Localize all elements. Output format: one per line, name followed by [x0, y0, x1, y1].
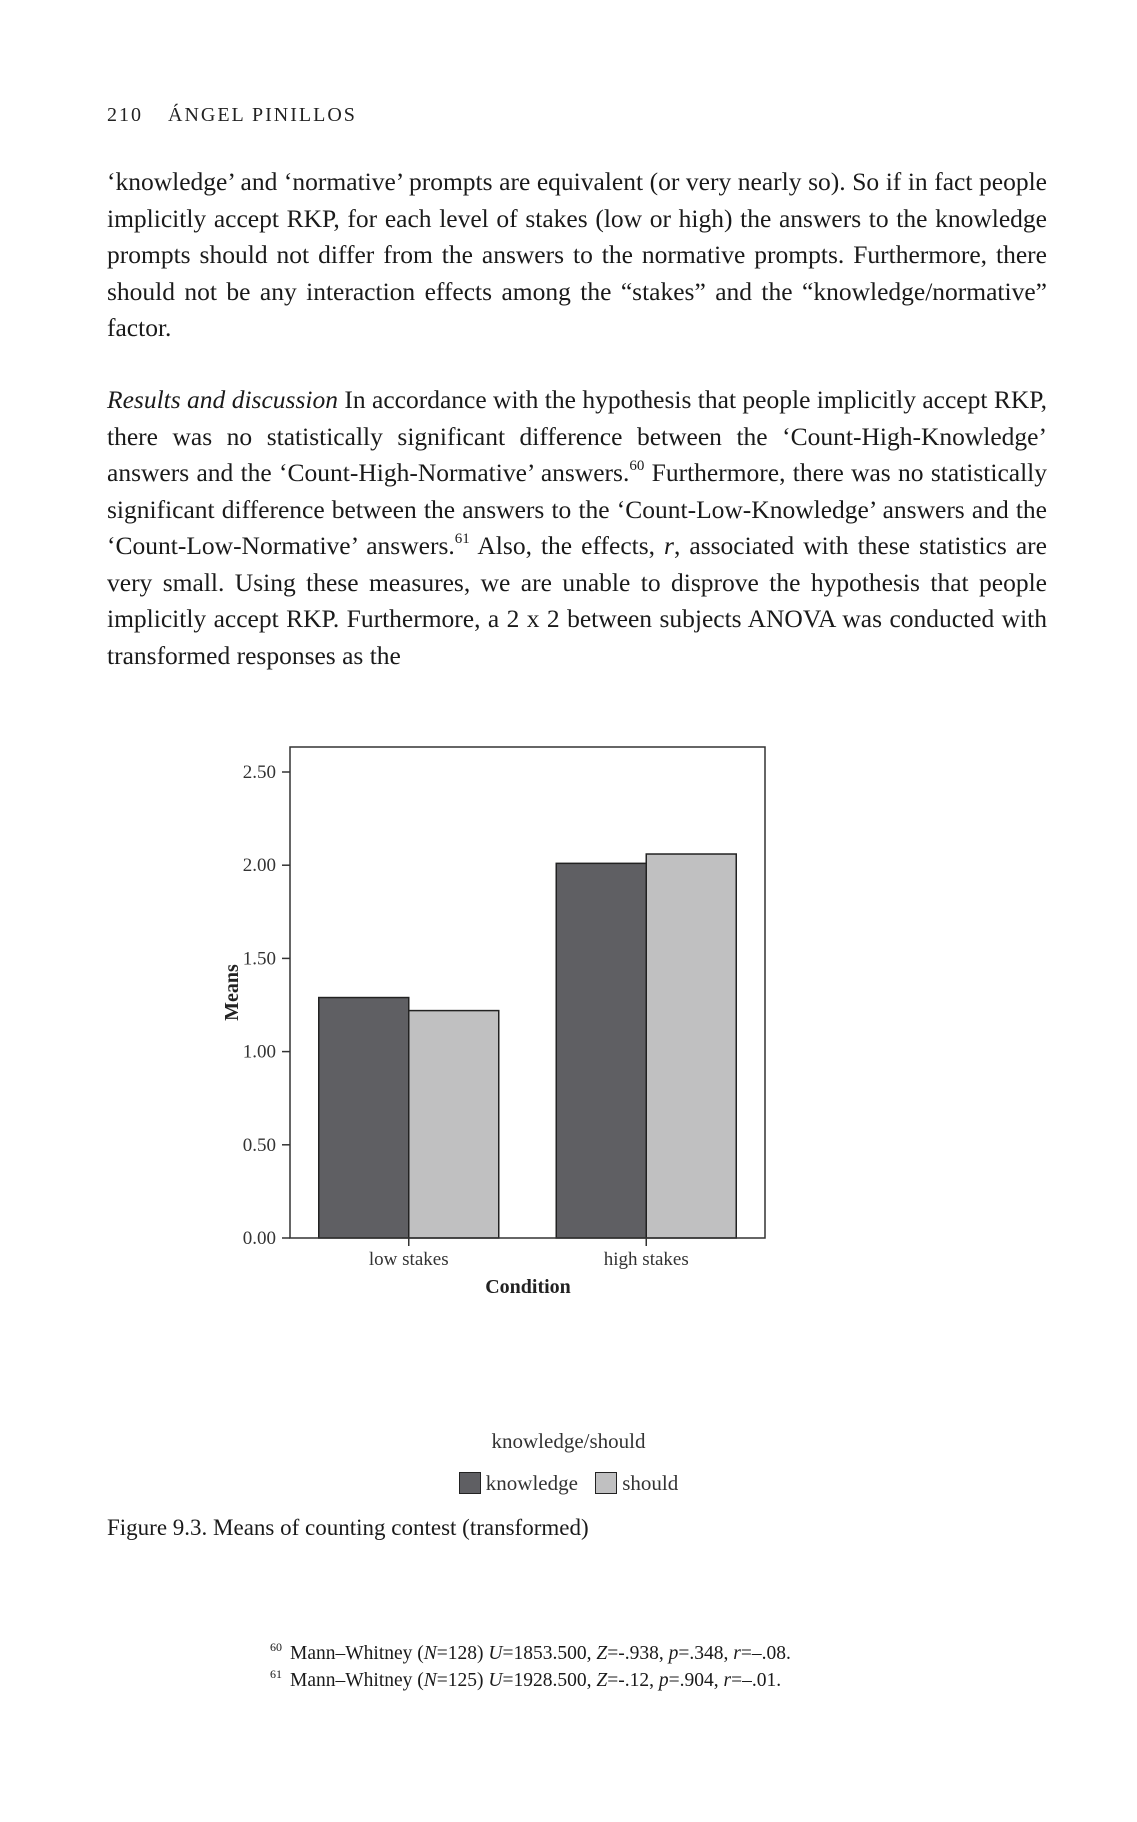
footnotes: [270, 1640, 791, 1694]
italic-r: r: [664, 531, 674, 560]
bars: [319, 854, 737, 1238]
paragraph-text: , associated with these statistics are very small. Using these measures, we are unable to disprove the hypothesis that people implicitly accept RKP. Furthermore, a 2 x 2 between subjects ANOVA was conducted with transformed responses as the: [107, 531, 1047, 670]
footnote-number: 61: [270, 1667, 282, 1681]
legend-label: should: [622, 1470, 679, 1495]
footnote-text: =–.08.: [740, 1643, 791, 1664]
stat-symbol: r: [733, 1643, 741, 1664]
bar-should-high-stakes: [646, 854, 736, 1238]
footnote-text: =-.938,: [607, 1643, 669, 1664]
footnote-text: =–.01.: [731, 1670, 782, 1691]
stat-symbol: N: [423, 1670, 437, 1691]
y-tick-label: 1.00: [242, 1041, 276, 1063]
legend-item-should: [595, 1471, 678, 1496]
footnote-text: Mann–Whitney (: [290, 1643, 424, 1664]
footnote-number: 60: [270, 1640, 282, 1654]
bar-should-low-stakes: [409, 1011, 499, 1238]
page-number: 210: [107, 104, 143, 126]
footnote-text: =.904,: [668, 1670, 724, 1691]
footnote-text: =125): [436, 1670, 489, 1691]
y-tick-label: 1.50: [242, 948, 276, 970]
footnote-text: =.348,: [678, 1643, 734, 1664]
bar-knowledge-high-stakes: [556, 863, 646, 1238]
y-tick-label: 2.50: [242, 762, 276, 783]
paragraph-text: In accordance with the hypothesis that people implicitly accept RKP, there was no statistically significant difference between the ‘Count-High-Knowledge’ answers and the ‘Count-High-Normative’ answers.: [107, 385, 1047, 487]
footnote-text: =-.12,: [607, 1670, 659, 1691]
legend-swatch-should: [595, 1472, 617, 1494]
footnote-text: Mann–Whitney (: [290, 1670, 424, 1691]
run-in-heading: Results and discussion: [107, 385, 338, 414]
stat-symbol: U: [488, 1670, 503, 1691]
y-tick-label: 0.00: [242, 1228, 276, 1249]
footnote-text: =128): [436, 1643, 489, 1664]
footnote-60: [270, 1640, 791, 1667]
legend-label: knowledge: [485, 1470, 578, 1495]
footnote-text: =1928.500,: [502, 1670, 597, 1691]
author-name: ÁNGEL PINILLOS: [168, 104, 357, 126]
stat-symbol: p: [668, 1643, 679, 1664]
stat-symbol: p: [658, 1670, 669, 1691]
x-axis: [369, 1238, 689, 1270]
stat-symbol: Z: [596, 1643, 608, 1664]
y-tick-label: 0.50: [242, 1134, 276, 1156]
y-tick-label: 2.00: [242, 855, 276, 877]
legend-item-knowledge: [459, 1471, 578, 1496]
bar-knowledge-low-stakes: [319, 998, 409, 1238]
y-axis-label: Means: [221, 964, 243, 1021]
stat-symbol: U: [488, 1643, 503, 1664]
x-tick-label: low stakes: [368, 1249, 449, 1270]
y-axis: [243, 762, 290, 1249]
footnote-ref-61[interactable]: 61: [454, 531, 470, 547]
legend: [0, 1469, 1137, 1496]
body-paragraph-1: ‘knowledge’ and ‘normative’ prompts are equivalent (or very nearly so). So if in fact people implicitly accept RKP, for each level of stakes (low or high) the answers to the knowledge prompts should not differ from the answers to the normative prompts. Furthermore, there should not be any interaction effects among the “stakes” and the “knowledge/normative” factor.: [107, 167, 1047, 342]
figure-caption: Figure 9.3. Means of counting contest (transformed): [107, 1515, 589, 1540]
running-head: [107, 104, 357, 127]
legend-swatch-knowledge: [459, 1472, 481, 1494]
stat-symbol: r: [723, 1670, 732, 1691]
stat-symbol: N: [423, 1643, 437, 1664]
footnote-text: =1853.500,: [502, 1643, 597, 1664]
bar-chart: [221, 735, 930, 1415]
footnote-61: [270, 1667, 791, 1694]
x-axis-label: Condition: [485, 1276, 571, 1298]
paragraph-text: Also, the effects,: [469, 531, 665, 560]
x-tick-label: high stakes: [603, 1249, 689, 1270]
legend-title: knowledge/should: [491, 1429, 646, 1453]
body-paragraph-2: [107, 382, 1047, 674]
paragraph-text: Furthermore, there was no statistically significant difference between the answers to the ‘Count-Low-Knowledge’ answers and the ‘Count-Low-Normative’ answers.: [107, 458, 1047, 560]
stat-symbol: Z: [596, 1670, 608, 1691]
footnote-ref-60[interactable]: 60: [629, 458, 645, 474]
